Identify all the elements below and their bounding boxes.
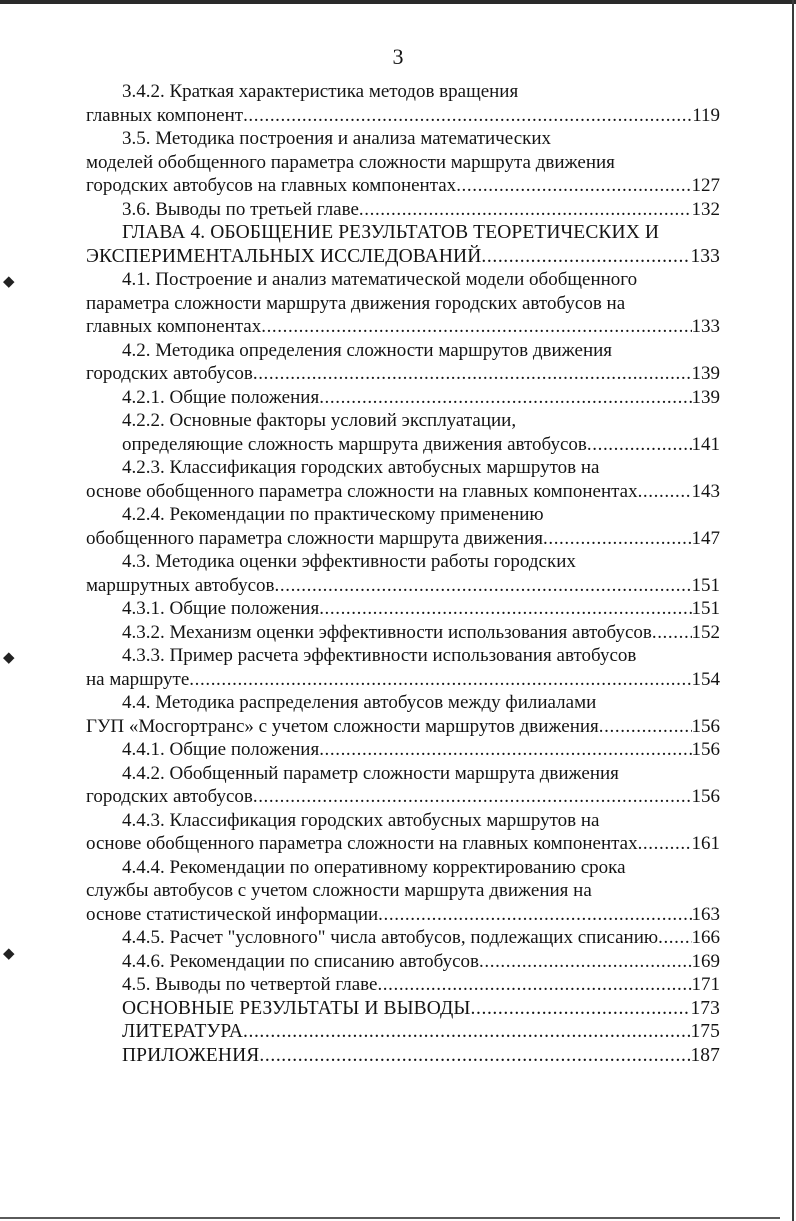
toc-page-number: 156 [691,739,720,760]
toc-line: 4.2.3. Классификация городских автобусных маршрутов на [122,457,600,478]
dot-leader [456,174,691,198]
toc-page-number: 175 [690,1021,720,1042]
toc-line [86,480,720,504]
dot-leader [359,198,692,222]
toc-page-number: 152 [691,621,720,643]
toc-page-number: 139 [691,386,720,408]
toc-line: 4.3. Методика оценки эффективности работы городских [122,551,576,572]
toc-line [86,668,720,692]
dot-leader [638,480,692,504]
toc-page-number: 119 [692,104,720,126]
dot-leader [479,950,691,974]
toc-entry-title: основе обобщенного параметра сложности на главных компонентах [86,833,638,854]
toc-entry-title: определяющие сложность маршрута движения автобусов [122,433,587,455]
toc-entry-title: городских автобусов [86,786,253,807]
toc-line [86,433,720,457]
toc-entry-title: основе статистической информации [86,903,379,925]
dot-leader [253,362,692,386]
toc-line: 3.4.2. Краткая характеристика методов вращения [122,81,519,102]
toc-entry-title: маршрутных автобусов [86,574,275,596]
toc-line: 4.4.4. Рекомендации по оперативному корректированию срока [122,856,626,878]
page-number: 3 [392,44,404,69]
toc-page-number: 141 [691,433,720,455]
toc-line [86,574,720,598]
toc-entry-title: 4.3.2. Механизм оценки эффективности использования автобусов [122,621,652,643]
toc-entry-title: 4.4.6. Рекомендации по списанию автобусов [122,950,480,972]
dot-leader [652,621,692,645]
toc-page-number: 151 [691,574,720,596]
toc-entry-title: главных компонент [86,104,244,126]
toc-entry-title: ГУП «Мосгортранс» с учетом сложности маршрутов движения [86,715,599,737]
dot-leader [259,1044,690,1068]
toc-entry-title: ПРИЛОЖЕНИЯ [122,1044,260,1066]
toc-line: 4.3.3. Пример расчета эффективности использования автобусов [122,645,637,666]
toc-page-number: 187 [690,1044,720,1066]
toc-entry-title: городских автобусов [86,363,253,384]
dot-leader [189,668,691,692]
dot-leader [587,433,692,457]
dot-leader [275,574,692,598]
toc-line [86,597,720,621]
dot-leader [377,973,691,997]
toc-page-number: 156 [691,715,720,737]
toc-line: ГЛАВА 4. ОБОБЩЕНИЕ РЕЗУЛЬТАТОВ ТЕОРЕТИЧЕСКИХ И [122,222,660,243]
toc-page-number: 127 [691,175,720,196]
toc-line [86,174,720,198]
toc-line: 4.4.3. Классификация городских автобусных маршрутов на [122,809,600,831]
table-of-contents [86,80,720,1067]
toc-entry-title: ЛИТЕРАТУРА [122,1021,243,1042]
dot-leader [319,597,691,621]
toc-line: 4.2.2. Основные факторы условий эксплуатации, [122,410,517,431]
toc-line: службы автобусов с учетом сложности маршрута движения на [86,880,592,901]
dot-leader [658,926,691,950]
toc-line: 4.2. Методика определения сложности маршрутов движения [122,339,613,361]
toc-page-number: 133 [691,316,720,337]
toc-entry-title: 4.2.1. Общие положения [122,386,320,408]
binding-hole-mark: ◆ [3,946,15,962]
toc-entry-title: 3.6. Выводы по третьей главе [122,198,359,220]
toc-page-number: 139 [691,363,720,384]
toc-page-number: 132 [691,198,720,220]
toc-line [86,315,720,339]
toc-line [86,1044,720,1068]
toc-line: 4.2.4. Рекомендации по практическому применению [122,504,544,525]
toc-entry-title: 4.4.1. Общие положения [122,739,320,760]
toc-line [86,903,720,927]
toc-page-number: 154 [691,668,720,690]
toc-line [86,362,720,386]
toc-page-number: 147 [691,527,720,549]
toc-page-number: 143 [691,480,720,502]
toc-entry-title: 4.3.1. Общие положения [122,598,320,619]
dot-leader [599,715,692,739]
binding-hole-mark: ◆ [3,650,15,666]
scan-edge-top [0,0,796,4]
toc-entry-title: главных компонентах [86,316,262,337]
toc-line [86,715,720,739]
dot-leader [319,386,691,410]
dot-leader [261,315,691,339]
dot-leader [243,1020,690,1044]
dot-leader [378,903,691,927]
toc-entry-title: ЭКСПЕРИМЕНТАЛЬНЫХ ИССЛЕДОВАНИЙ [86,245,482,267]
toc-entry-title: 4.4.5. Расчет "условного" числа автобусов, подлежащих списанию [122,927,659,948]
toc-entry-title: городских автобусов на главных компонентах [86,175,457,196]
toc-page-number: 173 [690,997,720,1019]
toc-entry-title: основе обобщенного параметра сложности на главных компонентах [86,480,638,502]
toc-line [86,386,720,410]
scan-edge-right [792,0,794,1221]
toc-line: 4.1. Построение и анализ математической модели обобщенного [122,269,638,290]
toc-page-number: 156 [691,786,720,807]
toc-line [86,1020,720,1044]
toc-entry-title: на маршруте [86,668,190,690]
toc-line: 3.5. Методика построения и анализа математических [122,128,552,149]
binding-hole-mark: ◆ [3,274,15,290]
toc-page-number: 163 [691,903,720,925]
toc-line [86,785,720,809]
dot-leader [638,832,692,856]
dot-leader [471,997,691,1021]
toc-page-number: 133 [690,245,720,267]
toc-line: 4.4. Методика распределения автобусов между филиалами [122,692,597,713]
toc-page-number: 161 [691,833,720,854]
toc-page-number: 169 [691,950,720,972]
toc-page-number: 171 [691,974,720,995]
toc-line [86,527,720,551]
toc-line [86,997,720,1021]
toc-line [86,621,720,645]
toc-line [86,950,720,974]
toc-line: параметра сложности маршрута движения городских автобусов на [86,292,626,314]
toc-line [86,198,720,222]
toc-line [86,832,720,856]
toc-entry-title: ОСНОВНЫЕ РЕЗУЛЬТАТЫ И ВЫВОДЫ [122,997,471,1019]
toc-page-number: 151 [691,598,720,619]
scan-edge-bottom [0,1217,780,1219]
toc-page-number: 166 [691,927,720,948]
dot-leader [481,245,690,269]
toc-entry-title: обобщенного параметра сложности маршрута движения [86,527,543,549]
toc-line: 4.4.2. Обобщенный параметр сложности маршрута движения [122,762,619,784]
toc-line [86,738,720,762]
dot-leader [319,738,691,762]
dot-leader [253,785,692,809]
dot-leader [243,104,692,128]
toc-line: моделей обобщенного параметра сложности маршрута движения [86,151,615,173]
toc-line [86,245,720,269]
dot-leader [543,527,692,551]
toc-line [86,926,720,950]
toc-line [86,104,720,128]
toc-entry-title: 4.5. Выводы по четвертой главе [122,974,378,995]
toc-line [86,973,720,997]
